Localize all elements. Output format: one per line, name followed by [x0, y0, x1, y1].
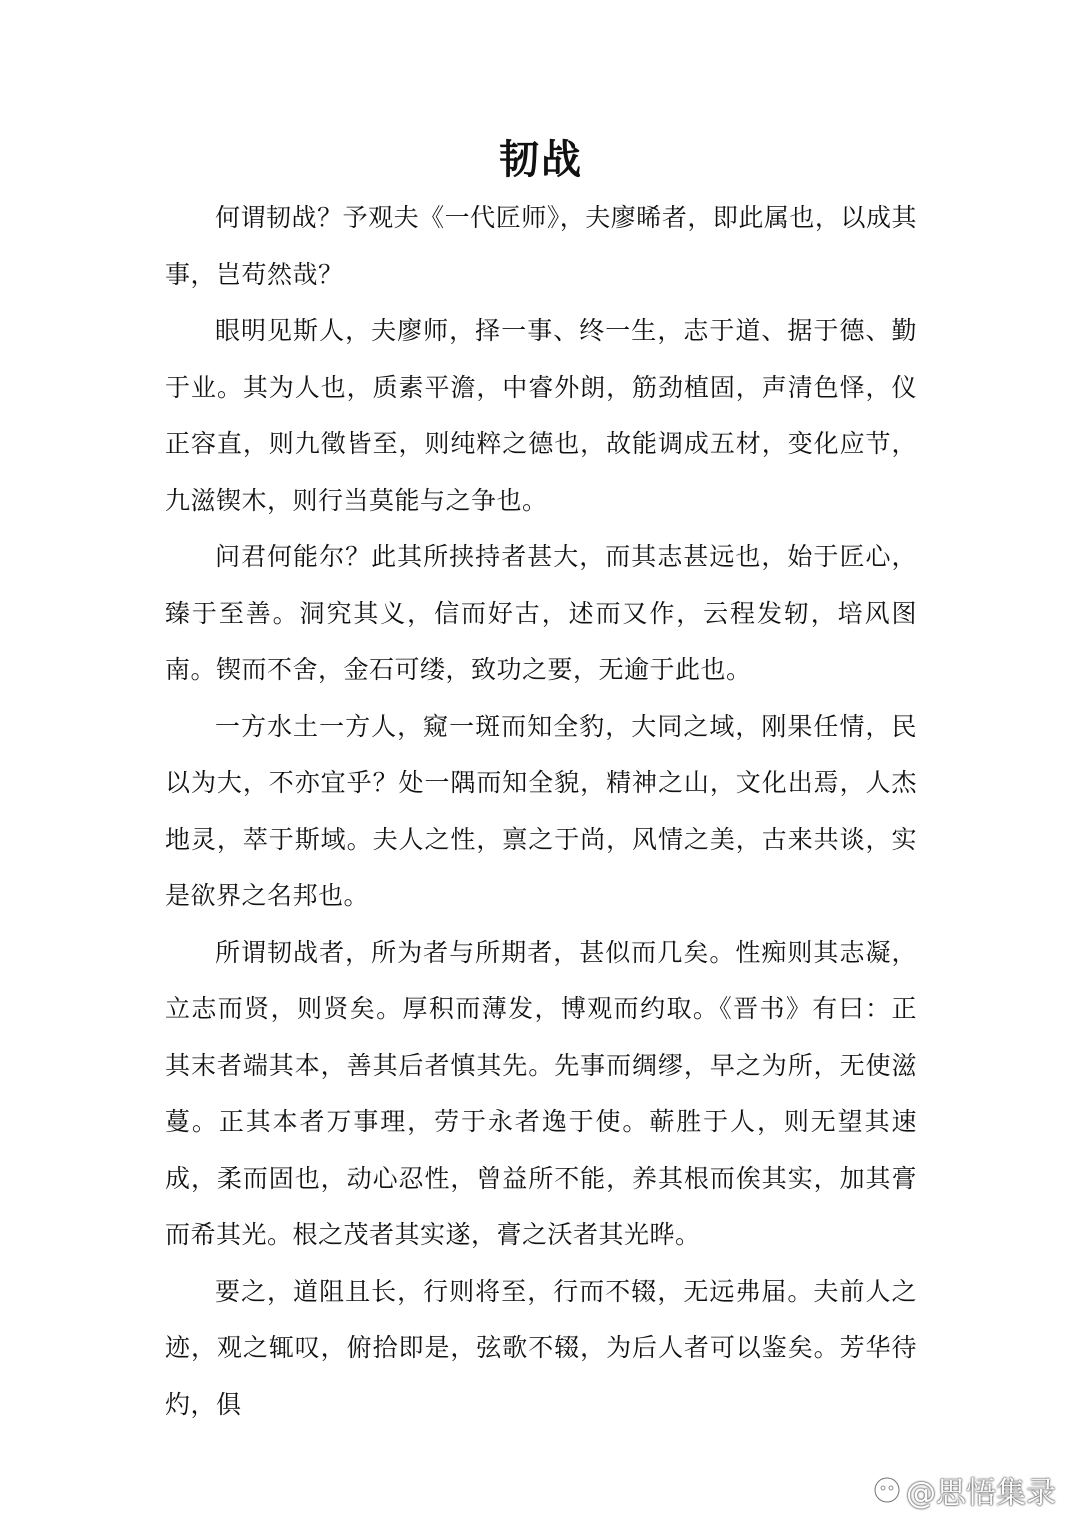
paragraph-3: 问君何能尔？此其所挟持者甚大，而其志甚远也，始于匠心，臻于至善。洞究其义，信而好古，述而又作，云程发轫，培风图南。锲而不舍，金石可缕，致功之要，无逾于此也。	[165, 542, 917, 684]
watermark-text: @思悟集录	[906, 1476, 1056, 1511]
paragraph-4: 一方水土一方人，窥一斑而知全豹，大同之域，刚果任情，民以为大，不亦宜乎？处一隅而知全貌，精神之山，文化出焉，人杰地灵，萃于斯域。夫人之性，禀之于尚，风情之美，古来共谈，实是欲界之名邦也。	[165, 711, 917, 910]
paragraph-1: 何谓韧战？予观夫《一代匠师》，夫廖晞者，即此属也，以成其事，岂苟然哉？	[165, 203, 917, 289]
paragraph-6: 要之，道阻且长，行则将至，行而不辍，无远弗届。夫前人之迹，观之辄叹，俯拾即是，弦歌不辍，为后人者可以鉴矣。芳华待灼，俱	[165, 1276, 917, 1419]
paragraph-5: 所谓韧战者，所为者与所期者，甚似而几矣。性痴则其志凝，立志而贤，则贤矣。厚积而薄发，博观而约取。《晋书》有曰：正其末者端其本，善其后者慎其先。先事而绸缪，早之为所，无使滋蔓。正其本者万事理，劳于永者逸于使。蕲胜于人，则无望其速成，柔而固也，动心忍性，曾益所不能，养其根而俟其实，加其膏而希其光。根之茂者其实遂，膏之沃者其光晔。	[165, 937, 917, 1249]
document-page	[165, 130, 917, 1433]
document-title: 韧战	[499, 136, 583, 183]
platform-logo-icon	[872, 1475, 902, 1505]
paragraph-2: 眼明见斯人，夫廖师，择一事、终一生，志于道、据于德、勤于业。其为人也，质素平澹，中睿外朗，筋劲植固，声清色怿，仪正容直，则九徵皆至，则纯粹之德也，故能调成五材，变化应节，九滋锲木，则行当莫能与之争也。	[165, 316, 917, 515]
watermark	[872, 1468, 1056, 1512]
